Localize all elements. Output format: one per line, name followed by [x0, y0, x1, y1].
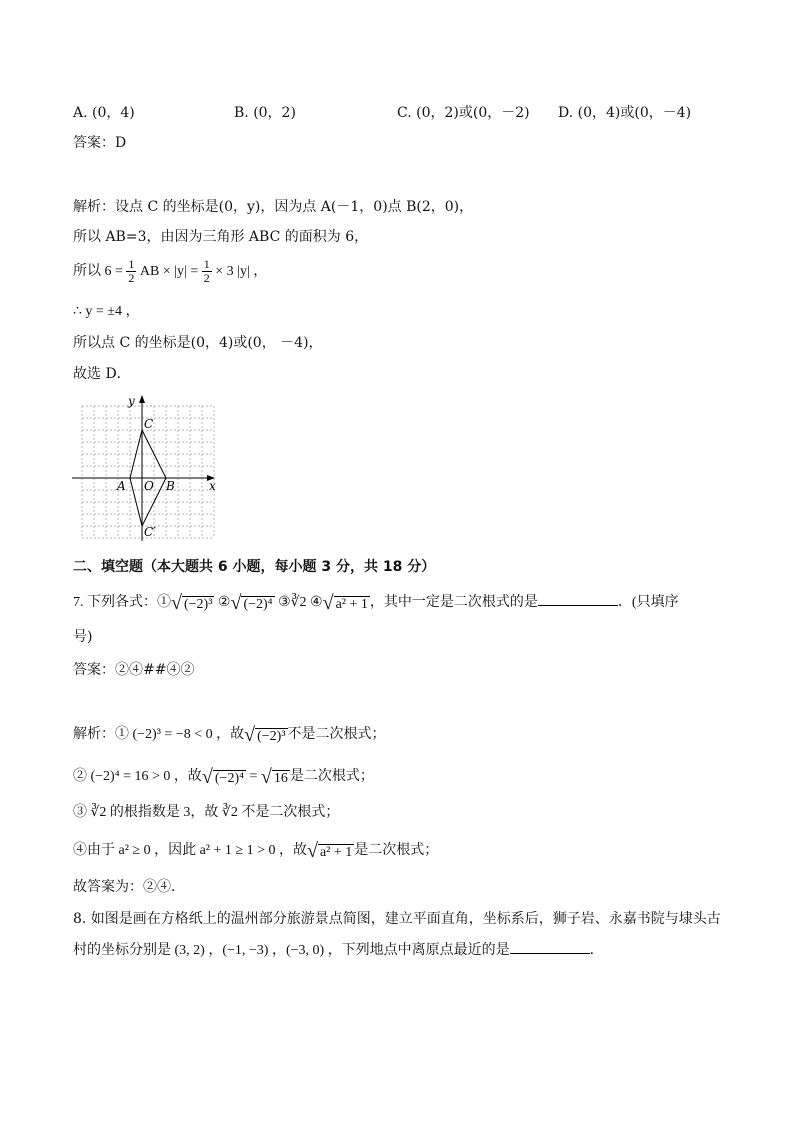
q6-analysis-line4: ∴ y = ±4 ，	[73, 304, 140, 319]
label-c: C	[144, 417, 154, 431]
option-b: B. (0，2)	[234, 105, 296, 121]
q7-stem-prefix: 7. 下列各式：①	[73, 595, 171, 610]
label-b: B	[166, 479, 175, 493]
q7-analysis-1	[73, 722, 386, 748]
q7-a4-suffix: 是二次根式；	[354, 843, 439, 858]
q7-stem-tail: ．(只填序	[617, 595, 679, 610]
radical-a2: √ (−2)⁴	[201, 765, 244, 788]
fraction-half-2: $\frac{1}{2}$	[203, 257, 210, 286]
radical-a4: √ a² + 1	[306, 839, 353, 862]
q7-stem	[73, 590, 679, 616]
q7-answer: 答案：②④##④②	[73, 662, 195, 678]
option-d: D. (0，4)或(0，－4)	[558, 105, 692, 121]
q6-analysis-line2: 所以 AB=3，由因为三角形 ABC 的面积为 6，	[73, 229, 369, 245]
option-c: C. (0，2)或(0，－2)	[397, 105, 530, 121]
y-axis-arrow	[139, 395, 145, 403]
label-x: x	[209, 479, 216, 493]
answer-blank[interactable]	[538, 591, 618, 606]
radical-4: √ a² + 1	[322, 591, 368, 614]
circled-4: ④	[310, 595, 323, 610]
cube-root-2: ∛2	[290, 595, 307, 610]
q8-line2-prefix: 村的坐标分别是 (3, 2) ，(−1, −3) ，(−3, 0) ，下列地点中离原点最近的是	[73, 943, 510, 958]
option-a: A. (0，4)	[73, 105, 135, 121]
radical-16: √ 16	[260, 765, 288, 788]
label-y: y	[128, 394, 135, 408]
q7-analysis-3: ③ ∛2 的根指数是 3，故 ∛2 不是二次根式；	[73, 805, 340, 820]
q6-analysis-line1: 解析：设点 C 的坐标是(0，y)，因为点 A(－1，0)点 B(2，0)，	[73, 199, 474, 215]
circled-3: ③	[278, 595, 291, 610]
q7-a2-prefix: ② (−2)⁴ = 16 > 0 ，故	[73, 769, 202, 784]
label-a: A	[117, 479, 126, 493]
q6-analysis-line3	[73, 258, 267, 286]
q7-stem-line2: 号)	[73, 629, 93, 645]
label-c-prime: C′	[144, 525, 156, 539]
section-heading: 二、填空题（本大题共 6 小题，每小题 3 分，共 18 分）	[73, 559, 436, 575]
q7-analysis-4	[73, 838, 438, 864]
q7-conclusion: 故答案为：②④．	[73, 879, 185, 895]
circled-2: ②	[217, 595, 231, 610]
radical-1: √ (−2)³	[171, 591, 213, 614]
q7-a1-prefix: 解析：① (−2)³ = −8 < 0 ，故	[73, 727, 245, 742]
radical-2: √ (−2)⁴	[230, 591, 273, 614]
q7-a2-suffix: 是二次根式；	[289, 769, 374, 784]
q8-answer-blank[interactable]	[510, 939, 590, 954]
q7-analysis-2	[73, 764, 374, 790]
rhombus-coordinate-graph	[72, 393, 222, 543]
equation-end: × 3 |y| ，	[215, 264, 268, 279]
radical-a1: √ (−2)³	[244, 723, 286, 746]
q8-line2-suffix: ．	[589, 943, 604, 958]
q6-analysis-line6: 故选 D．	[73, 366, 131, 382]
equation-mid: AB × |y| =	[139, 264, 199, 279]
q7-a1-suffix: 不是二次根式；	[287, 727, 386, 742]
q7-stem-suffix: ，其中一定是二次根式的是	[369, 595, 538, 610]
q6-analysis-line5: 所以点 C 的坐标是(0，4)或(0， －4)，	[73, 335, 323, 351]
q6-answer: 答案：D	[73, 135, 127, 151]
q7-a4-prefix: ④由于 a² ≥ 0 ，因此 a² + 1 ≥ 1 > 0 ，故	[73, 843, 307, 858]
q8-line2	[73, 939, 604, 961]
fraction-half: $\frac{1}{2}$	[128, 257, 135, 286]
label-o: O	[144, 479, 154, 493]
q8-line1: 8. 如图是画在方格纸上的温州部分旅游景点简图，建立平面直角，坐标系后，狮子岩、永嘉书院与埭头古	[73, 911, 721, 927]
equals-sign: =	[249, 769, 258, 784]
equation-prefix: 所以 6 =	[73, 264, 123, 279]
